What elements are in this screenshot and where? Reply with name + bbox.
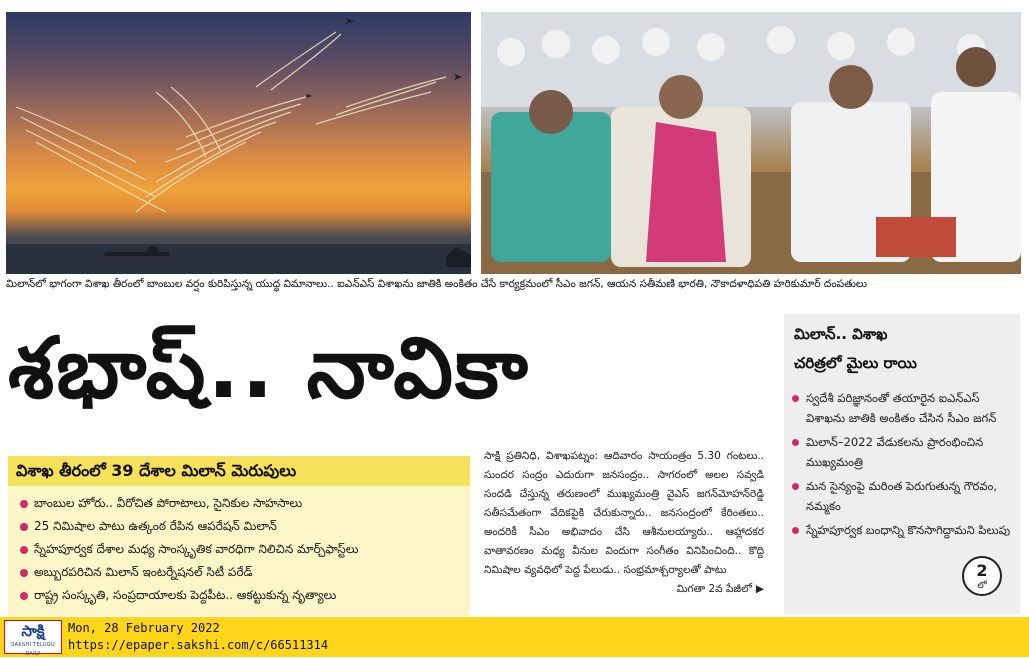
page-badge-number: 2 [976, 561, 988, 580]
page-headline: శభాష్.. నావికా [8, 319, 530, 417]
bullet-icon [792, 527, 799, 534]
photo-caption: మిలాన్‌లో భాగంగా విశాఖ తీరంలో బాంబుల వర్షం కురిపిస్తున్న యుద్ధ విమానాలు.. ఐఎన్‌ఎస్ విశాఖను జాతికి అంకితం చేసే కార్యక్రమంలో సీఎం జగన్, ఆయన సతీమణి భారతి, నౌకాదళాధిపతి హరికుమార్ దంపతులు [6, 278, 867, 290]
bullet-icon [20, 546, 28, 554]
sidebar-item: స్వదేశీ పరిజ్ఞానంతో తయారైన ఐఎన్‌ఎస్ విశాఖను జాతికి అంకితం చేసిన సీఎం జగన్ [792, 388, 1014, 428]
highlights-list [18, 492, 466, 607]
page-reference-badge[interactable] [962, 556, 1002, 596]
logo-text: సాక్షి [21, 622, 45, 640]
highlights-heading: విశాఖ తీరంలో 39 దేశాల మిలాన్ మెరుపులు [8, 456, 470, 486]
sidebar-item: మిలాన్–2022 వేడుకలను ప్రారంభించిన ముఖ్యమంత్రి [792, 432, 1014, 472]
sidebar-title-line1: మిలాన్.. విశాఖ [794, 325, 888, 343]
edition-date: Mon, 28 February 2022 [68, 621, 220, 635]
bullet-icon [20, 523, 28, 531]
article-body: సాక్షి ప్రతినిధి, విశాఖపట్నం: ఆదివారం సాయంత్రం 5.30 గంటలు.. సుందర సంద్రం ఎదురుగా జనసంద్రం.. సాగరంలో అలల సవ్వడి సందడి చేస్తున్న తరుణంలో ముఖ్యమంత్రి వైఎస్ జగన్‌మోహన్‌రెడ్డి సతీసమేతంగా వేదికపైకి చేరుకున్నారు.. జనసంద్రంలో కేరింతలు.. అందరికీ సీఎం అభివాదం చేసి ఆశీనులయ్యారు.. ఆహ్లాదకర వాతావరణం మధ్య వీనుల విందుగా సంగీతం వినిపించింది.. కొద్ది నిమిషాల వ్యవధిలో పెద్ద పేలుడు.. సంభ్రమాశ్చర్యాలతో పాటు [484, 450, 764, 576]
bullet-icon [20, 592, 28, 600]
highlight-item: స్నేహపూర్వక దేశాల మధ్య సాంస్కృతిక వారధిగా నిలిచిన మార్చ్‌ఫాస్ట్‌లు [18, 538, 466, 561]
highlight-item: 25 నిమిషాల పాటు ఉత్కంఠ రేపిన ఆపరేషన్ మిలాన్ [18, 515, 466, 538]
article-column [484, 447, 764, 615]
continued-link[interactable] [484, 580, 764, 599]
footer-bar [0, 617, 1029, 657]
sidebar-item: స్నేహపూర్వక బంధాన్ని కొనసాగిద్దామని పిలుపు [792, 520, 1014, 540]
bullet-icon [792, 395, 799, 402]
bullet-icon [792, 483, 799, 490]
play-triangle-icon: ▶ [755, 583, 764, 595]
sidebar-title-line2: చరిత్రలో మైలు రాయి [794, 354, 917, 372]
logo-subtext: SAKSHI TELUGU DAILY [11, 642, 55, 657]
page-badge-label: లో [977, 581, 987, 591]
sidebar-item: మన సైన్యంపై మరింత పెరుగుతున్న గౌరవం, నమ్మకం [792, 476, 1014, 516]
airshow-illustration [6, 12, 471, 274]
dignitaries-photo [481, 12, 1021, 274]
aircraft-silhouettes [306, 18, 462, 98]
sidebar-title [784, 314, 1020, 384]
footer-meta [68, 620, 328, 654]
bullet-icon [20, 569, 28, 577]
highlight-item: అబ్బురపరిచిన మిలాన్ ఇంటర్నేషనల్ సిటీ పరేడ్ [18, 561, 466, 584]
airshow-photo [6, 12, 471, 274]
highlights-box [8, 456, 470, 616]
bullet-icon [792, 439, 799, 446]
highlight-item: బాంబుల హోరు.. వీరోచిత పోరాటాలు, సైనికుల సాహసాలు [18, 492, 466, 515]
sakshi-logo[interactable] [4, 620, 62, 657]
sidebar-list [792, 388, 1014, 544]
highlight-item: రాష్ట్ర సంస్కృతి, సంప్రదాయాలకు పెద్దపీట.. ఆకట్టుకున్న నృత్యాలు [18, 584, 466, 607]
dignitaries-illustration [481, 12, 1021, 274]
bullet-icon [20, 500, 28, 508]
continued-text: మిగతా 2వ పేజీలో [676, 583, 752, 595]
edition-url[interactable]: https://epaper.sakshi.com/c/66511314 [68, 638, 329, 652]
